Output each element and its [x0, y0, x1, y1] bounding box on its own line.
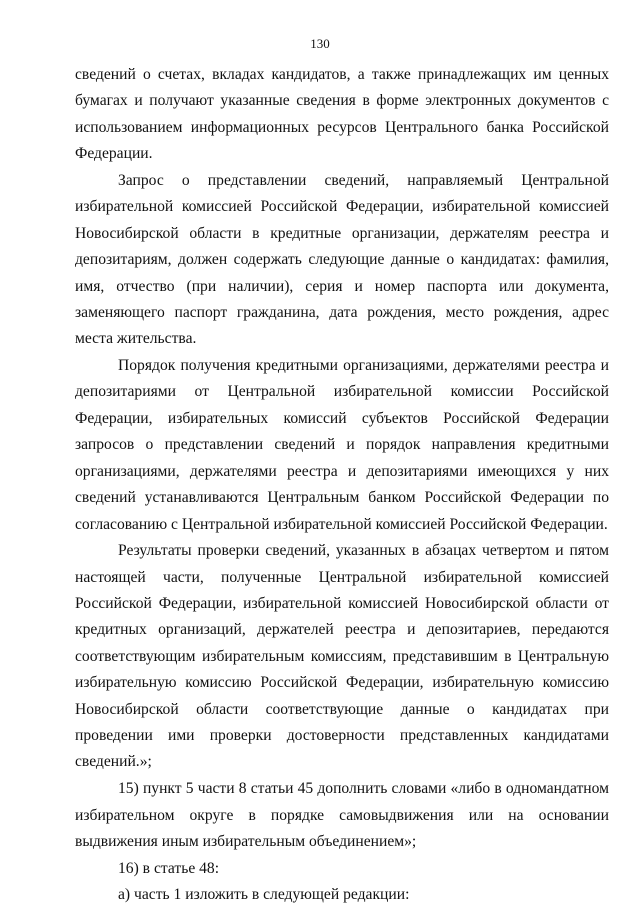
paragraph-continuation: сведений о счетах, вкладах кандидатов, а также принадлежащих им ценных бумагах и получают указанные сведения в форме электронных документов с использованием информационных ресурсов Центрального банка Российской Федерации.: [75, 66, 609, 163]
document-body: [75, 62, 609, 909]
paragraph-request-content: Запрос о представлении сведений, направляемый Центральной избирательной комиссией Российской Федерации, избирательной комиссией Новосибирской области в кредитные организации, держателям реестра и депозитариям, должен содержать следующие данные о кандидатах: фамилия, имя, отчество (при наличии), серия и номер паспорта или документа, заменяющего паспорт гражданина, дата рождения, место рождения, адрес места жительства.: [75, 171, 609, 348]
paragraph-item-16: 16) в статье 48:: [118, 859, 220, 877]
page-number: 130: [310, 36, 330, 51]
paragraph-item-15: 15) пункт 5 части 8 статьи 45 дополнить словами «либо в одномандатном избирательном округе в порядке самовыдвижения или на основании выдвижения иным избирательным объединением»;: [75, 780, 609, 850]
paragraph-subitem-a: а) часть 1 изложить в следующей редакции:: [118, 886, 410, 904]
paragraph-verification-results: Результаты проверки сведений, указанных в абзацах четвертом и пятом настоящей части, полученные Центральной избирательной комиссией Российской Федерации, избирательной комиссией Новосибирской области от кредитных организаций, держателей реестра и депозитариев, передаются соответствующим избирательным комиссиям, представившим в Центральную избирательную комиссию Российской Федерации, избирательную комиссию Новосибирской области соответствующие данные о кандидатах при проведении ими проверки достоверности представленных кандидатами сведений.»;: [75, 542, 609, 771]
paragraph-request-procedure: Порядок получения кредитными организациями, держателями реестра и депозитариями от Центральной избирательной комиссии Российской Федерации, избирательных комиссий субъектов Российской Федерации запросов о представлении сведений и порядок направления кредитными организациями, держателями реестра и депозитариями имеющихся у них сведений устанавливаются Центральным банком Российской Федерации по согласованию с Центральной избирательной комиссией Российской Федерации.: [75, 357, 609, 533]
